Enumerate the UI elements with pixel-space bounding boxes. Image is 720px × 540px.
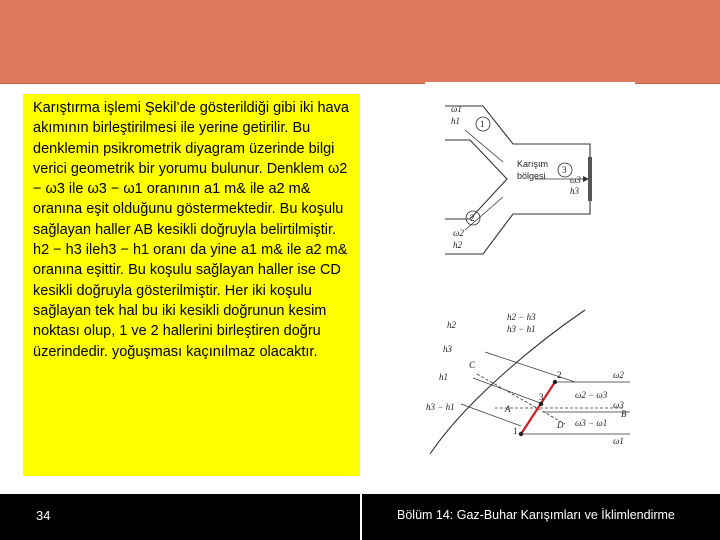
point-3-label: 3 [539, 392, 544, 402]
footer-bar [0, 494, 720, 540]
page-number: 34 [36, 508, 51, 523]
chamber-wall-lower [445, 201, 590, 254]
point-B-label: B [621, 409, 627, 419]
point-1-dot [519, 432, 523, 436]
stream3-omega-label: ω3 [570, 175, 581, 185]
enthalpy-line-h1 [461, 404, 521, 426]
mixing-chamber-diagram [445, 104, 592, 254]
enthalpy-line-h3 [473, 378, 543, 404]
chapter-title: Bölüm 14: Gaz-Buhar Karışımları ve İklimlendirme [397, 508, 675, 522]
h3-label: h3 [443, 344, 452, 354]
figure-panel [425, 82, 635, 480]
stream2-omega-label: ω2 [453, 228, 464, 238]
state-2-label: 2 [470, 213, 475, 223]
mixing-zone-label-1: Karışım [517, 159, 549, 169]
line-CD-dashed [477, 374, 565, 424]
omega2-minus-omega3-label: ω2 − ω3 [575, 390, 608, 400]
point-3-dot [539, 402, 543, 406]
psychrometric-diagram [426, 310, 630, 454]
point-1-label: 1 [513, 426, 518, 436]
enthalpy-line-h2 [485, 352, 575, 382]
omega3-label: ω3 [613, 400, 624, 410]
flow-arrow-1 [465, 130, 503, 162]
body-text-box [23, 94, 360, 476]
mixing-zone-label-2: bölgesi [517, 171, 546, 181]
state-3-label: 3 [562, 165, 567, 175]
stream3-h-label: h3 [570, 186, 579, 196]
h3-minus-h1-label: h3 − h1 [426, 402, 455, 412]
point-A-label: A [505, 404, 511, 414]
header-band [0, 0, 720, 84]
footer-divider [360, 494, 362, 540]
point-C-label: C [469, 360, 476, 370]
body-text: Karıştırma işlemi Şekil’de gösterildiği gibi iki hava akımının birleştirilmesi ile yerine getirilir. Bu denklemin psikrometrik diyagram üzerinde bilgi verici geometrik bir yorumu bulunur. Denklem ω2 − ω3 ile ω3 − ω1 oranının a1 m& ile a2 m& oranına eşit olduğunu göstermektedir. Bu koşulu sağlayan haller AB kesikli doğruyla belirtilmiştir. h2 − h3 ileh3 − h1 oranı da yine a1 m& ile a2 m& oranına eşittir. Bu koşulu sağlayan haller ise CD kesikli doğruyla gösterilmiştir. Her iki koşulu sağlayan tek hal bu iki kesikli doğrunun kesim noktası olup, 1 ve 2 hallerini birleştiren doğru üzerindedir. yoğuşması kaçınılmaz olacaktır. [33, 100, 349, 360]
omega2-label: ω2 [613, 370, 624, 380]
stream1-h-label: h1 [451, 116, 460, 126]
point-D-label: D [557, 420, 564, 430]
h3-minus-h1-top-label: h3 − h1 [507, 324, 536, 334]
state-1-label: 1 [480, 119, 485, 129]
point-2-dot [553, 380, 557, 384]
omega1-label: ω1 [613, 436, 624, 446]
point-2-label: 2 [557, 370, 562, 380]
h2-label: h2 [447, 320, 456, 330]
stream2-h-label: h2 [453, 240, 462, 250]
h2-minus-h3-label: h2 − h3 [507, 312, 536, 322]
chamber-wall-inner [445, 140, 507, 219]
omega3-minus-omega1-label: ω3 − ω1 [575, 418, 608, 428]
stream1-omega-label: ω1 [451, 104, 462, 114]
h1-label: h1 [439, 372, 448, 382]
